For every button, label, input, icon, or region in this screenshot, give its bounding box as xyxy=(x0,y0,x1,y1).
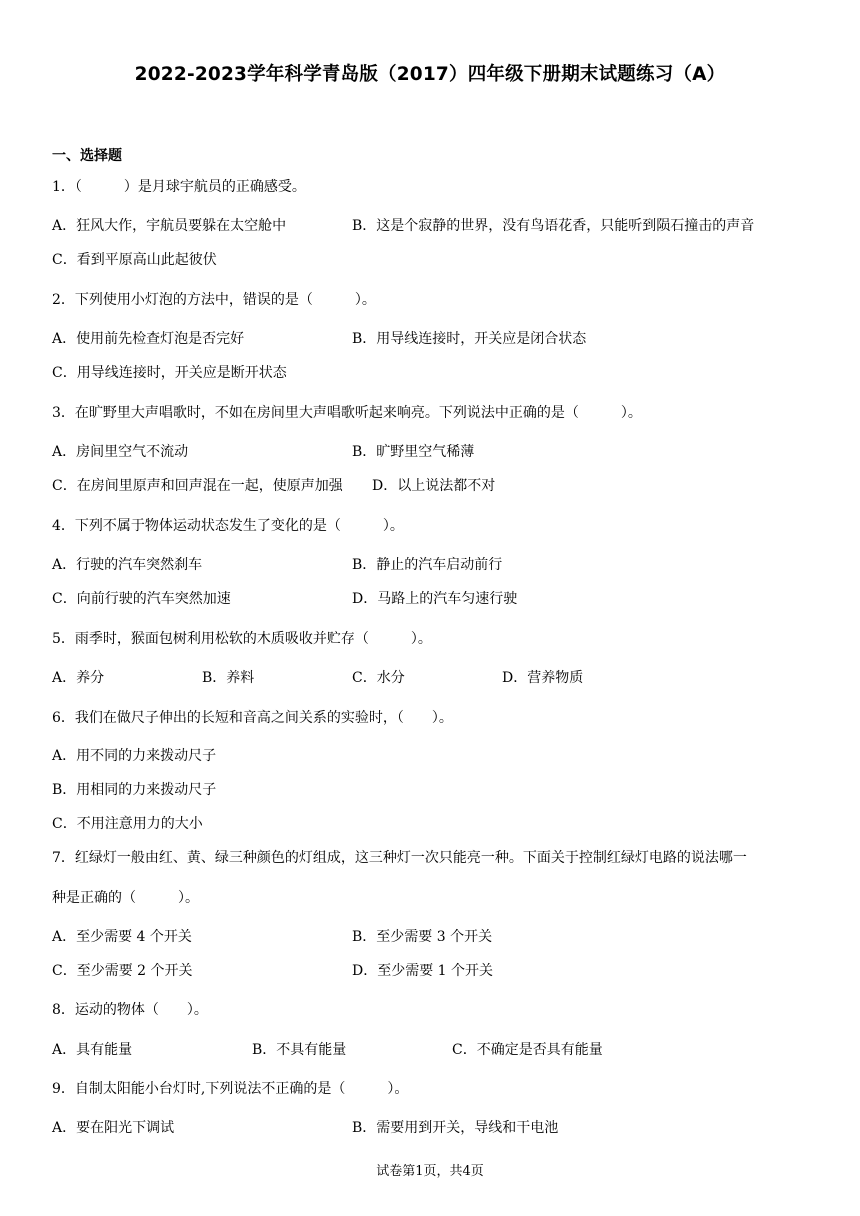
question-5-option-a: A．养分 xyxy=(52,670,105,686)
question-4-option-c: C．向前行驶的汽车突然加速 xyxy=(52,591,231,607)
question-7-stem-line-2: 种是正确的（ ）。 xyxy=(52,890,199,906)
question-9-option-b: B．需要用到开关，导线和干电池 xyxy=(352,1120,559,1136)
question-6-option-b: B．用相同的力来拨动尺子 xyxy=(52,782,217,798)
question-8-option-b: B．不具有能量 xyxy=(252,1042,347,1058)
question-1-option-c: C．看到平原高山此起彼伏 xyxy=(52,252,217,268)
question-7-option-a: A．至少需要 4 个开关 xyxy=(52,929,192,945)
question-9-stem: 9．自制太阳能小台灯时,下列说法不正确的是（ ）。 xyxy=(52,1081,409,1097)
question-8-stem: 8．运动的物体（ ）。 xyxy=(52,1002,208,1018)
question-9-option-a: A．要在阳光下调试 xyxy=(52,1120,175,1136)
question-5-option-c: C．水分 xyxy=(352,670,405,686)
question-4-stem: 4．下列不属于物体运动状态发生了变化的是（ ）。 xyxy=(52,518,404,534)
question-2-stem: 2．下列使用小灯泡的方法中，错误的是（ ）。 xyxy=(52,292,376,308)
question-3-option-d: D．以上说法都不对 xyxy=(372,478,496,494)
question-1-option-b: B．这是个寂静的世界，没有鸟语花香，只能听到陨石撞击的声音 xyxy=(352,218,755,234)
page-footer: 试卷第1页，共4页 xyxy=(376,1164,484,1179)
question-3-option-b: B．旷野里空气稀薄 xyxy=(352,444,475,460)
question-8-option-a: A．具有能量 xyxy=(52,1042,133,1058)
page-title: 2022-2023学年科学青岛版（2017）四年级下册期末试题练习（A） xyxy=(134,64,726,85)
question-6-option-c: C．不用注意用力的大小 xyxy=(52,816,203,832)
question-7-stem-line-1: 7．红绿灯一般由红、黄、绿三种颜色的灯组成，这三种灯一次只能亮一种。下面关于控制红绿灯电路的说法哪一 xyxy=(52,850,747,866)
question-3-option-c: C．在房间里原声和回声混在一起，使原声加强 xyxy=(52,478,343,494)
question-3-stem: 3．在旷野里大声唱歌时，不如在房间里大声唱歌听起来响亮。下列说法中正确的是（ ）。 xyxy=(52,405,642,421)
question-7-option-c: C．至少需要 2 个开关 xyxy=(52,963,193,979)
question-3-option-a: A．房间里空气不流动 xyxy=(52,444,189,460)
question-2-option-a: A．使用前先检查灯泡是否完好 xyxy=(52,331,245,347)
question-4-option-b: B．静止的汽车启动前行 xyxy=(352,557,503,573)
question-5-stem: 5．雨季时，猴面包树利用松软的木质吸收并贮存（ ）。 xyxy=(52,631,432,647)
question-8-option-c: C．不确定是否具有能量 xyxy=(452,1042,603,1058)
question-5-option-b: B．养料 xyxy=(202,670,255,686)
question-4-option-d: D．马路上的汽车匀速行驶 xyxy=(352,591,518,607)
question-7-option-b: B．至少需要 3 个开关 xyxy=(352,929,493,945)
question-2-option-b: B．用导线连接时，开关应是闭合状态 xyxy=(352,331,587,347)
question-6-option-a: A．用不同的力来拨动尺子 xyxy=(52,748,217,764)
question-1-stem: 1．（ ）是月球宇航员的正确感受。 xyxy=(52,179,306,195)
question-5-option-d: D．营养物质 xyxy=(502,670,584,686)
question-7-option-d: D．至少需要 1 个开关 xyxy=(352,963,494,979)
question-2-option-c: C．用导线连接时，开关应是断开状态 xyxy=(52,365,287,381)
question-6-stem: 6．我们在做尺子伸出的长短和音高之间关系的实验时，（ ）。 xyxy=(52,710,453,726)
question-4-option-a: A．行驶的汽车突然刹车 xyxy=(52,557,203,573)
question-1-option-a: A．狂风大作，宇航员要躲在太空舱中 xyxy=(52,218,287,234)
section-heading: 一、选择题 xyxy=(52,148,122,164)
